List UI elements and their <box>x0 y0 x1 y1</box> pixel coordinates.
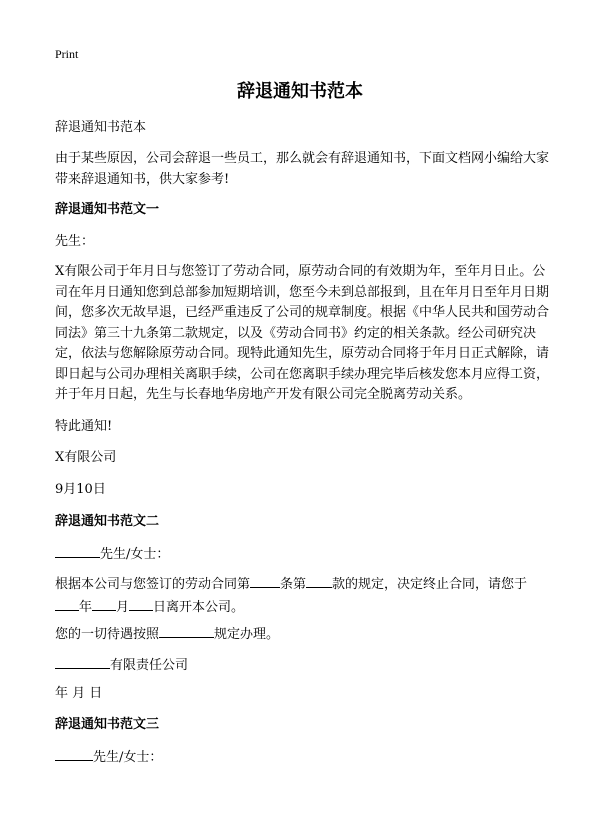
sample2-heading: 辞退通知书范文二 <box>55 514 160 529</box>
sample2-salutation-line <box>55 543 550 566</box>
clause-blank <box>306 573 332 588</box>
termination-text-c: 款的规定，决定终止合同，请您于 <box>332 577 528 592</box>
intro-paragraph: 由于某些原因，公司会辞退一些员工，那么就会有辞退通知书，下面文档网小编给大家带来辞退通知书，供大家参考! <box>55 151 550 187</box>
name-blank-2 <box>55 746 93 761</box>
sample1-body: X有限公司于年月日与您签订了劳动合同，原劳动合同的有效期为年，至年月日止。公司在年月日通知您到总部参加短期培训，您至今未到总部报到，且在年月日至年月日期间，您多次无故早退，已经严重违反了公司的规章制度。根据《中华人民共和国劳动合同法》第三十九条第二款规定，以及《劳动合同书》约定的相关条款。经公司研究决定，依法与您解除原劳动合同。现特此通知先生，原劳动合同将于年月日正式解除，请即日起与公司办理相关离职手续，公司在您离职手续办理完毕后核发您本月应得工资，并于年月日起，先生与长春地华房地产开发有限公司完全脱离劳动关系。 <box>55 264 550 402</box>
year-blank <box>55 596 79 611</box>
termination-text-b: 条第 <box>280 577 307 592</box>
sample3-heading: 辞退通知书范文三 <box>55 717 160 732</box>
sample1-closing: 特此通知! <box>55 419 113 434</box>
sample2-salutation: 先生/女士： <box>100 547 170 562</box>
treatment-text-b: 规定办理。 <box>214 627 280 642</box>
document-title: 辞退通知书范本 <box>237 81 363 102</box>
termination-text-a: 根据本公司与您签订的劳动合同第 <box>55 577 251 592</box>
sample2-company-line <box>55 654 550 677</box>
print-label: Print <box>55 47 79 61</box>
day-blank <box>129 596 153 611</box>
regulation-blank <box>159 623 214 638</box>
termination-day: 日离开本公司。 <box>153 599 245 615</box>
sample2-treatment-line <box>55 623 550 646</box>
name-blank <box>55 543 100 558</box>
termination-month: 月 <box>116 599 130 615</box>
sample2-termination-paragraph <box>55 573 550 618</box>
termination-year: 年 <box>79 599 93 615</box>
sample3-salutation: 先生/女士： <box>93 750 163 765</box>
sample3-salutation-line <box>55 746 550 769</box>
intro-title: 辞退通知书范本 <box>55 120 147 135</box>
month-blank <box>92 596 116 611</box>
company-blank <box>55 654 110 669</box>
sample1-salutation: 先生： <box>55 234 95 249</box>
sample1-heading: 辞退通知书范文一 <box>55 202 160 217</box>
sample1-company: X有限公司 <box>55 450 117 465</box>
sample1-date: 9月10日 <box>55 482 106 497</box>
sample2-date: 年 月 日 <box>55 686 103 701</box>
article-blank <box>250 573 280 588</box>
sample2-company-suffix: 有限责任公司 <box>110 658 189 673</box>
treatment-text-a: 您的一切待遇按照 <box>55 627 160 642</box>
